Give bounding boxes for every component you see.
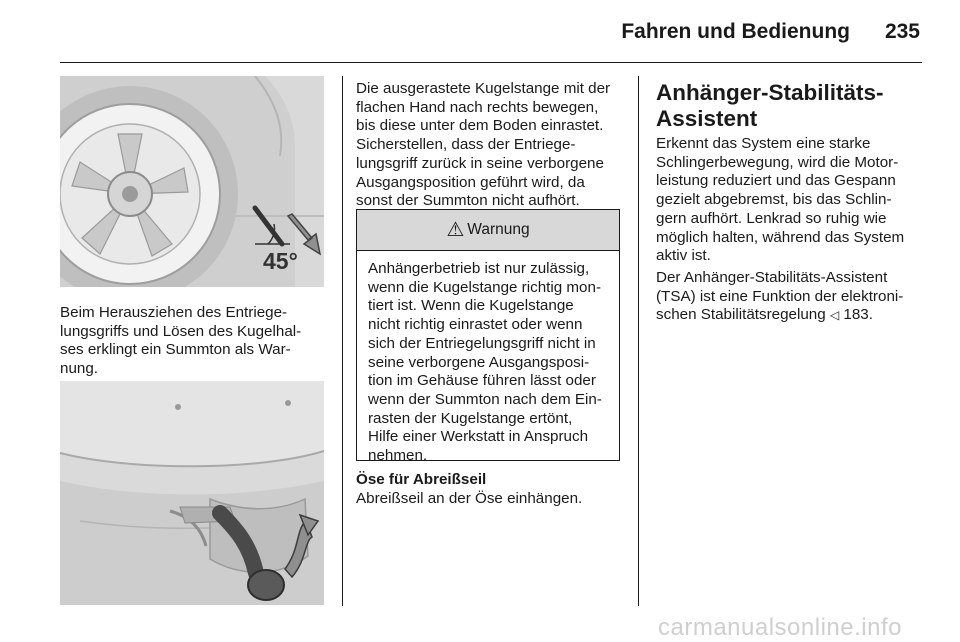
- figure-towbar: [60, 381, 324, 605]
- text-line: gezielt abgebremst, bis das Schlin-: [656, 191, 892, 209]
- text-line: Ausgangsposition geführt wird, da: [356, 173, 585, 191]
- warning-triangle-icon: ⚠: [446, 219, 465, 241]
- page-reference-icon: ◁: [829, 308, 840, 323]
- text-line: nung.: [60, 360, 99, 378]
- text-line: nehmen.: [368, 447, 428, 465]
- page-number: 235: [884, 20, 920, 43]
- subheading-tow-eye: Öse für Abreißseil: [356, 471, 487, 488]
- text-line: Die ausgerastete Kugelstange mit der: [356, 80, 611, 97]
- column-divider-right: [638, 76, 639, 606]
- text-line: aktiv ist.: [656, 247, 711, 265]
- warning-header: [357, 210, 619, 251]
- text-line: lungsgriffs und Lösen des Kugelhal-: [60, 322, 302, 340]
- header-rule: [60, 62, 922, 63]
- text-line: flachen Hand nach rechts bewegen,: [356, 98, 599, 116]
- text-line: wenn die Kugelstange richtig mon-: [368, 278, 602, 296]
- text-line: Der Anhänger-Stabilitäts-Assistent: [656, 269, 888, 286]
- warning-body: [357, 251, 619, 466]
- text-line: Hilfe einer Werkstatt in Anspruch: [368, 428, 589, 446]
- text-line: gern aufhört. Lenkrad so ruhig wie: [656, 209, 887, 227]
- tsa-paragraph-2: [656, 269, 928, 325]
- text-line: leistung reduziert und das Gespann: [656, 172, 896, 190]
- figure-wheel-handle: [60, 76, 324, 287]
- towbar-illustration: [60, 381, 324, 605]
- intro-paragraph: [356, 80, 631, 211]
- text-line: nicht richtig einrastet oder wenn: [368, 316, 583, 334]
- text-line: sich der Entriegelungsgriff nicht in: [368, 334, 596, 352]
- caption-paragraph: [60, 304, 330, 379]
- tow-eye-text: Abreißseil an der Öse einhängen.: [356, 490, 583, 507]
- text-line: möglich halten, während das System: [656, 228, 905, 246]
- text-line: Schlingerbewegung, wird die Motor-: [656, 153, 899, 171]
- text-line: seine verborgene Ausgangsposi-: [368, 353, 590, 371]
- tsa-paragraph-1: [656, 135, 928, 266]
- section-title: [656, 80, 884, 132]
- text-line: ses erklingt ein Summton als War-: [60, 341, 291, 359]
- text-line: schen Stabilitätsregelung ◁ 183.: [656, 306, 873, 324]
- text-line: Beim Herausziehen des Entriege-: [60, 304, 288, 321]
- text-line: rasten der Kugelstange ertönt,: [368, 409, 573, 427]
- title-line: Assistent: [656, 106, 758, 131]
- title-line: Anhänger-Stabilitäts-: [656, 80, 884, 105]
- text-line: wenn der Summton nach dem Ein-: [368, 390, 602, 408]
- text-line: tion im Gehäuse führen lässt oder: [368, 372, 596, 390]
- text-line: sonst der Summton nicht aufhört.: [356, 192, 580, 210]
- watermark: carmanualsonline.info: [658, 614, 902, 641]
- angle-label: 45°: [263, 248, 298, 274]
- text-line: (TSA) ist eine Funktion der elektroni-: [656, 287, 904, 305]
- text-line: Anhängerbetrieb ist nur zulässig,: [368, 260, 590, 277]
- warning-title: Warnung: [467, 221, 530, 238]
- text-line: bis diese unter dem Boden einrastet.: [356, 117, 604, 135]
- text-line: tiert ist. Wenn die Kugelstange: [368, 297, 574, 315]
- text-line: Sicherstellen, dass der Entriege-: [356, 136, 576, 154]
- text-line: Erkennt das System eine starke: [656, 135, 871, 152]
- running-header-title: Fahren und Bedienung: [621, 20, 850, 43]
- warning-box: [356, 209, 620, 465]
- text-line: lungsgriff zurück in seine verborgene: [356, 154, 604, 172]
- page-reference-link[interactable]: 183.: [843, 306, 873, 324]
- column-divider-left: [342, 76, 343, 606]
